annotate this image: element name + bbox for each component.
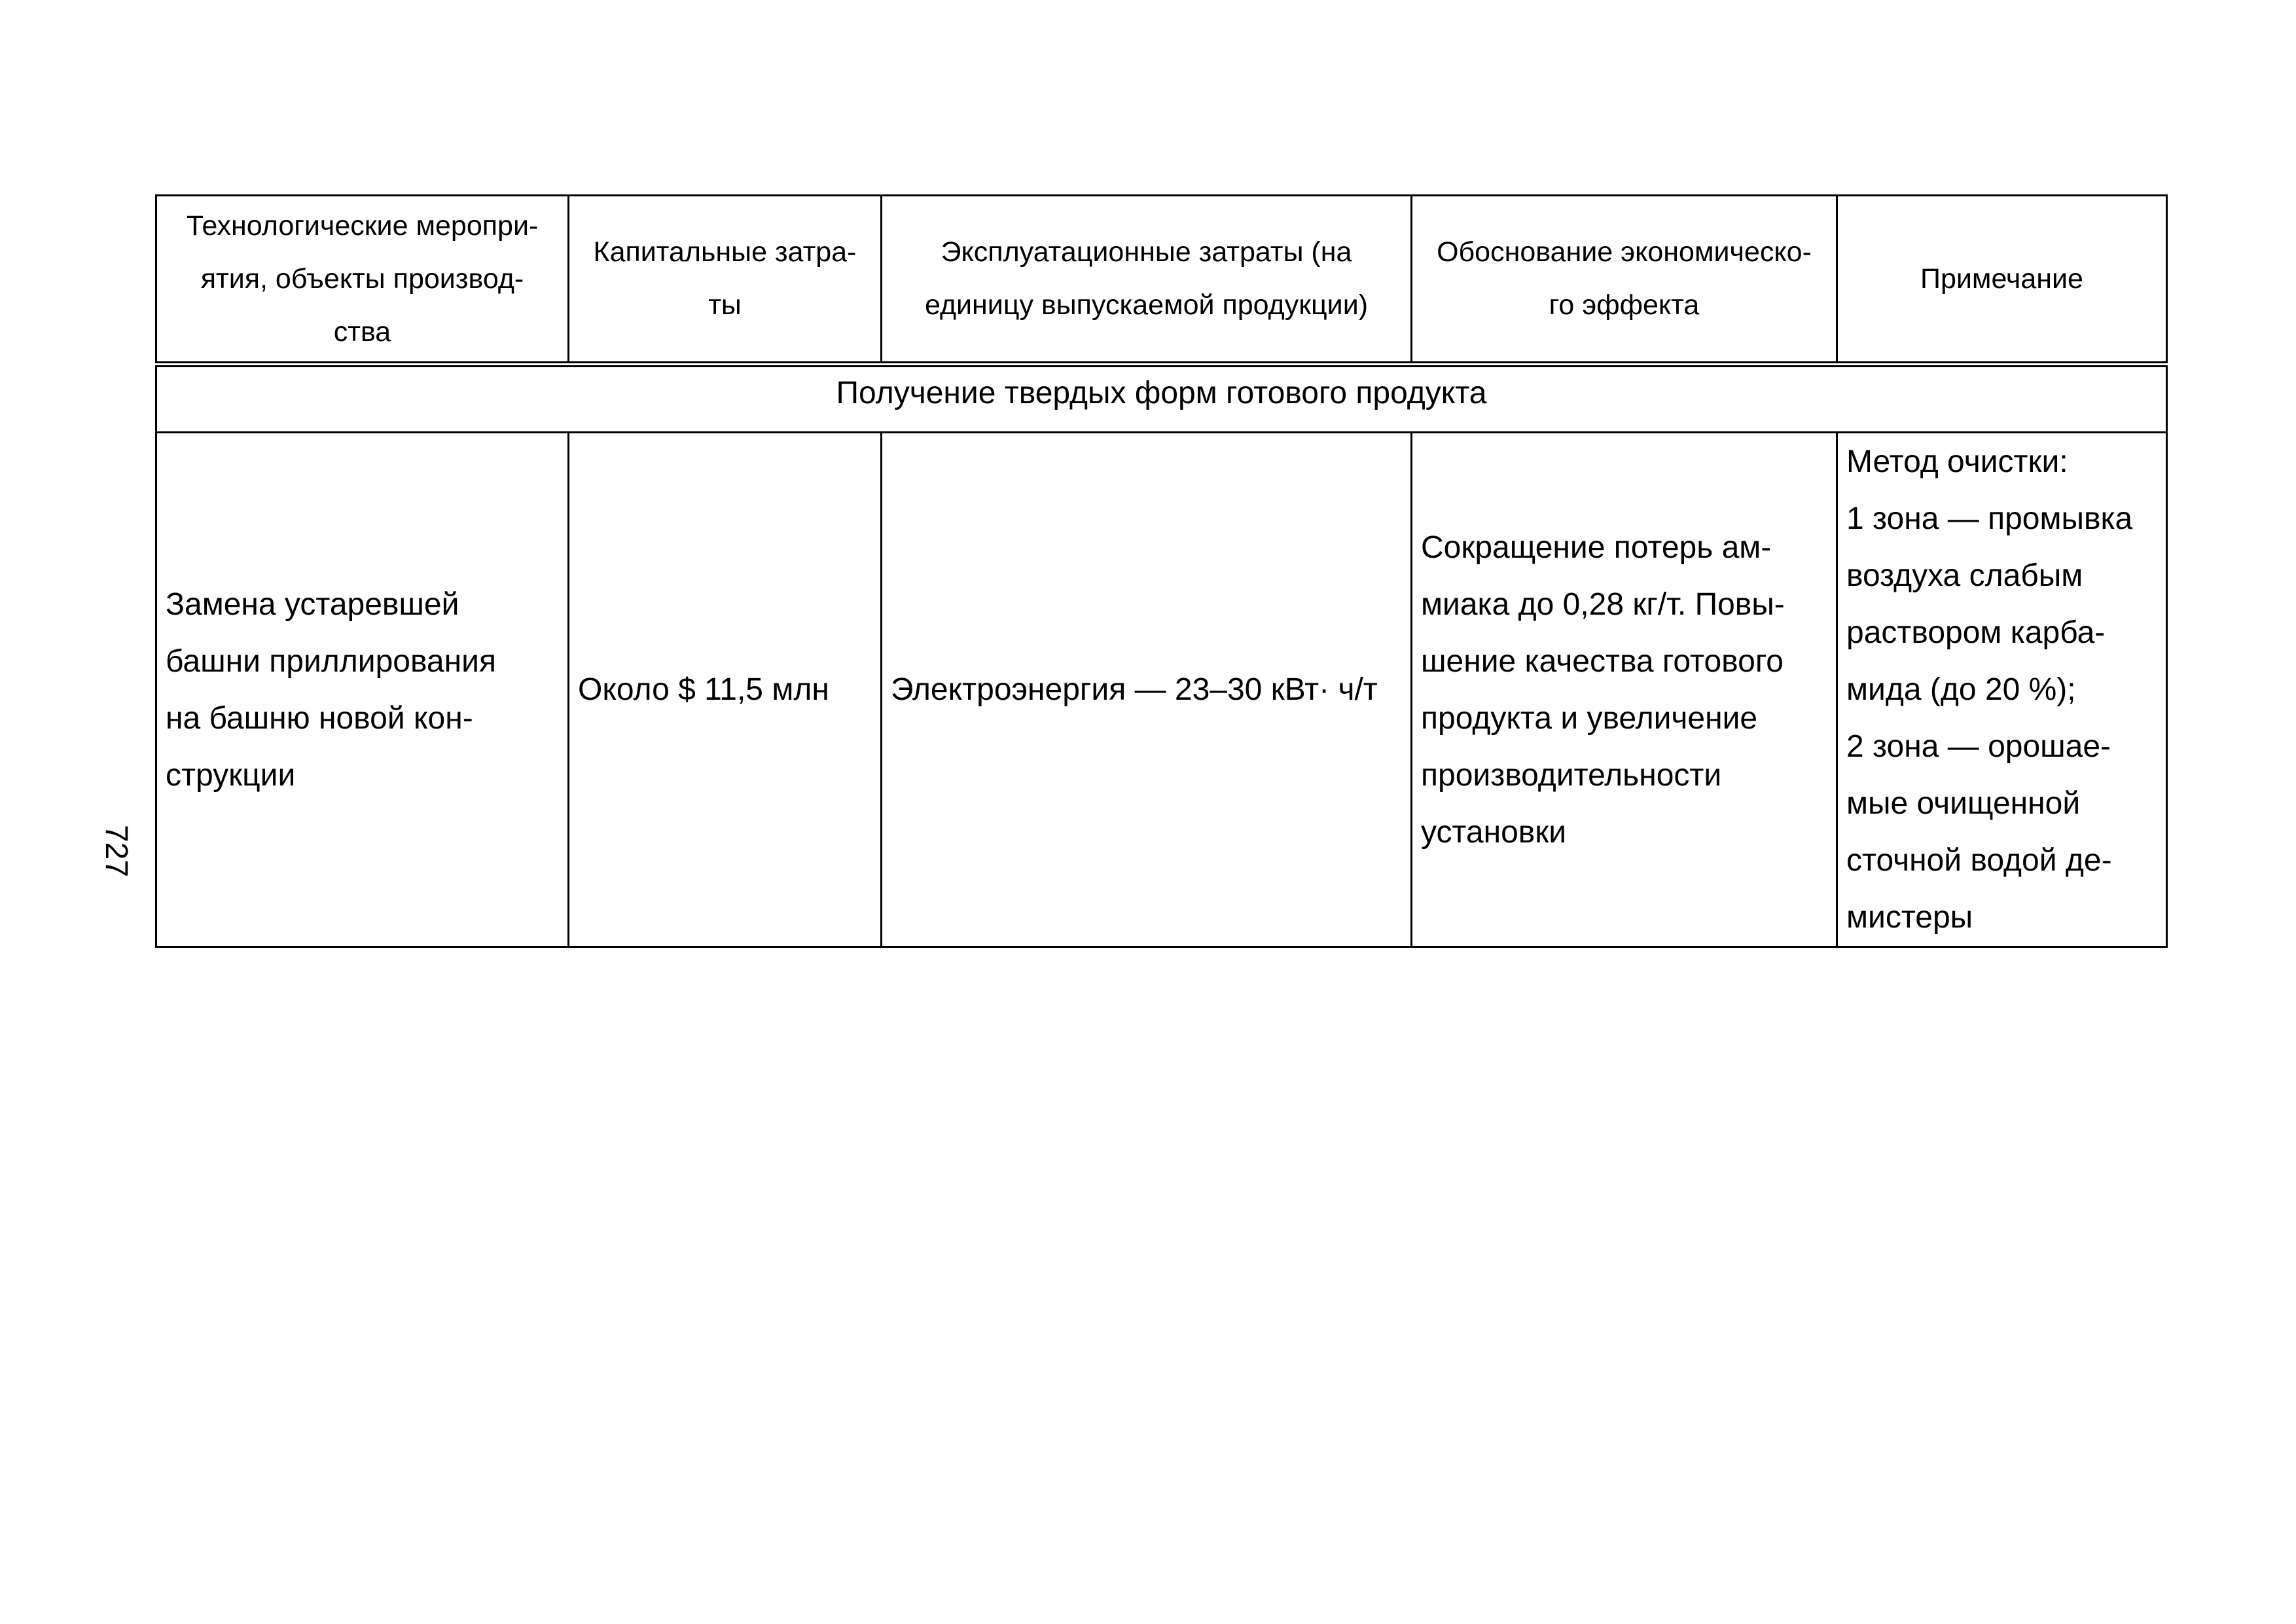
cell-operating: Электроэнергия — 23–30 кВт· ч/т bbox=[882, 433, 1412, 947]
header-cell-justification bbox=[1412, 196, 1837, 365]
table-header-row bbox=[156, 196, 2167, 365]
header-line: ства bbox=[333, 316, 391, 348]
cell-note: Метод очистки: 1 зона — промывка воздуха слабым раствором карба- мида (до 20 %); 2 зона — орошае- мые очищенной сточной водой де- мистеры bbox=[1837, 433, 2167, 947]
header-line: Эксплуатационные затраты (на bbox=[941, 236, 1352, 268]
header-line: ятия, объекты производ- bbox=[200, 262, 524, 295]
header-line: Обоснование экономическо- bbox=[1437, 236, 1812, 268]
measures-table bbox=[155, 194, 2168, 948]
section-row bbox=[156, 365, 2167, 433]
header-cell-operating bbox=[882, 196, 1412, 365]
header-line: Примечание bbox=[1920, 262, 2083, 295]
header-line: Технологические меропри- bbox=[186, 209, 539, 242]
cell-justification: Сокращение потерь ам- миака до 0,28 кг/т. Повы- шение качества готового продукта и увеличение производительности установки bbox=[1412, 433, 1837, 947]
section-title: Получение твердых форм готового продукта bbox=[156, 365, 2167, 433]
page-number: 727 bbox=[99, 824, 134, 878]
header-cell-capital bbox=[569, 196, 882, 365]
header-line: ты bbox=[708, 289, 742, 321]
header-cell-measures bbox=[156, 196, 569, 365]
table-row bbox=[156, 433, 2167, 947]
cell-capital: Около $ 11,5 млн bbox=[569, 433, 882, 947]
header-line: Капитальные затра- bbox=[593, 236, 857, 268]
header-line: го эффекта bbox=[1549, 289, 1700, 321]
cell-measure: Замена устаревшей башни приллирования на башню новой кон- струкции bbox=[156, 433, 569, 947]
header-cell-note bbox=[1837, 196, 2167, 365]
header-line: единицу выпускаемой продукции) bbox=[924, 289, 1369, 321]
